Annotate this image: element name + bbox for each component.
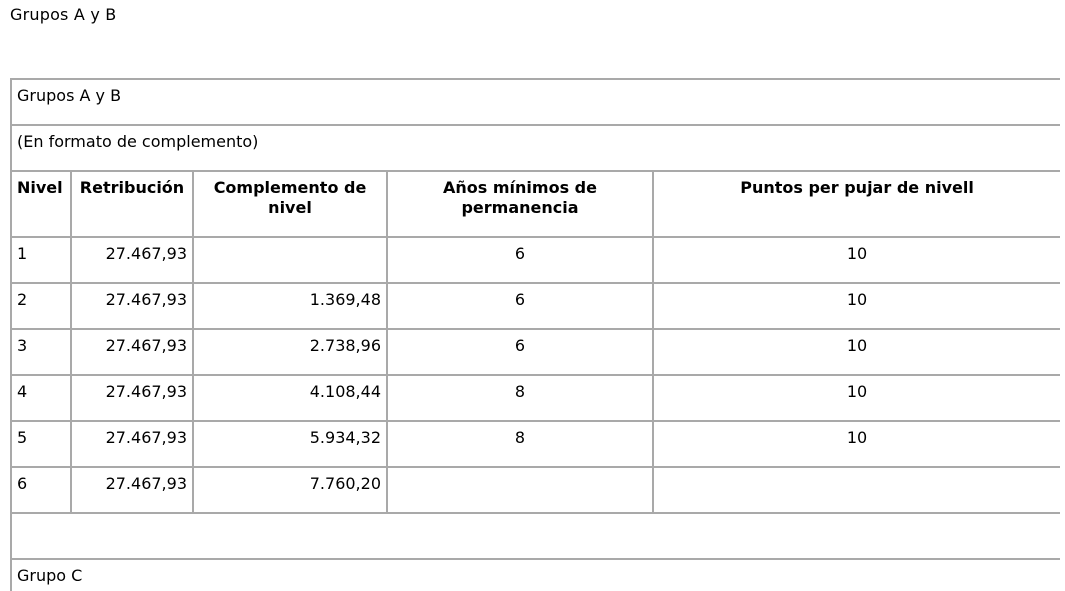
spacer-row [11, 513, 1060, 559]
cell-retribucion: 27.467,93 [71, 375, 193, 421]
cell-nivel: 4 [11, 375, 71, 421]
cell-puntos: 10 [653, 329, 1060, 375]
cell-complemento [193, 237, 387, 283]
section-title-row [11, 79, 1060, 125]
table-row [11, 375, 1060, 421]
column-header-nivel: Nivel [11, 171, 71, 237]
column-header-retribucion: Retribución [71, 171, 193, 237]
cell-retribucion: 27.467,93 [71, 467, 193, 513]
cell-puntos: 10 [653, 375, 1060, 421]
header-row [11, 171, 1060, 237]
format-note: (En formato de complemento) [11, 125, 1060, 171]
column-header-puntos: Puntos per pujar de nivell [653, 171, 1060, 237]
cell-nivel: 5 [11, 421, 71, 467]
cell-retribucion: 27.467,93 [71, 283, 193, 329]
cell-complemento: 7.760,20 [193, 467, 387, 513]
cell-puntos: 10 [653, 283, 1060, 329]
cell-retribucion: 27.467,93 [71, 421, 193, 467]
cell-complemento: 2.738,96 [193, 329, 387, 375]
cell-retribucion: 27.467,93 [71, 237, 193, 283]
cell-complemento: 4.108,44 [193, 375, 387, 421]
salary-table-container [10, 78, 1060, 591]
note-row [11, 125, 1060, 171]
cell-retribucion: 27.467,93 [71, 329, 193, 375]
cell-anos-minimos: 8 [387, 375, 653, 421]
table-row [11, 421, 1060, 467]
empty-cell [11, 513, 1060, 559]
cell-nivel: 2 [11, 283, 71, 329]
cell-nivel: 6 [11, 467, 71, 513]
table-row [11, 237, 1060, 283]
cell-anos-minimos: 8 [387, 421, 653, 467]
table-row [11, 283, 1060, 329]
cell-puntos [653, 467, 1060, 513]
next-section-row [11, 559, 1060, 591]
cell-complemento: 5.934,32 [193, 421, 387, 467]
table-row [11, 467, 1060, 513]
cell-anos-minimos: 6 [387, 283, 653, 329]
page-title: Grupos A y B [10, 5, 117, 24]
cell-complemento: 1.369,48 [193, 283, 387, 329]
cell-puntos: 10 [653, 421, 1060, 467]
cell-nivel: 1 [11, 237, 71, 283]
column-header-anos-minimos: Años mínimos de permanencia [387, 171, 653, 237]
column-header-complemento: Complemento de nivel [193, 171, 387, 237]
cell-anos-minimos: 6 [387, 237, 653, 283]
next-section-title: Grupo C [11, 559, 1060, 591]
section-title: Grupos A y B [11, 79, 1060, 125]
cell-nivel: 3 [11, 329, 71, 375]
cell-anos-minimos: 6 [387, 329, 653, 375]
table-row [11, 329, 1060, 375]
salary-table [10, 78, 1060, 591]
cell-puntos: 10 [653, 237, 1060, 283]
cell-anos-minimos [387, 467, 653, 513]
